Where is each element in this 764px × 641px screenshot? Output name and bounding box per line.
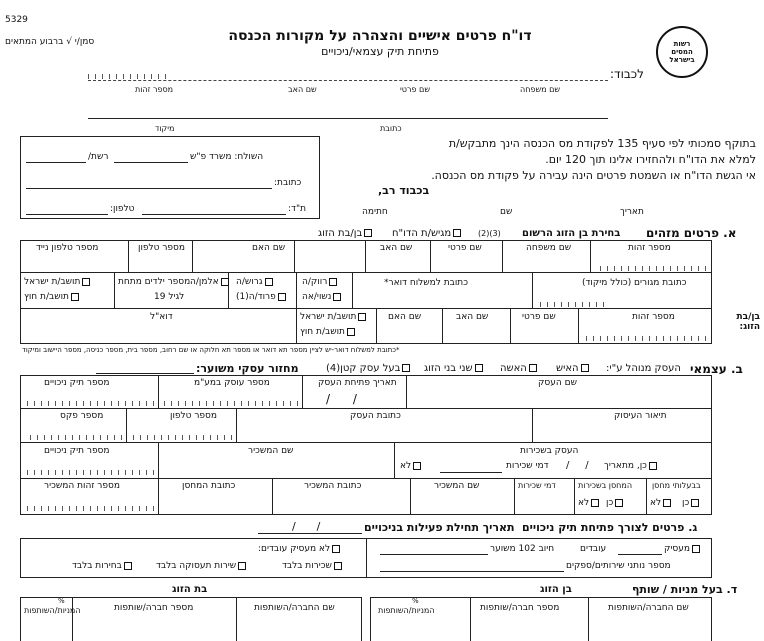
a-div [430, 240, 431, 272]
opt-divorced[interactable] [236, 277, 275, 287]
vat-ticks [162, 401, 298, 406]
opt-elections-only[interactable] [72, 561, 134, 571]
israel-res-checkbox[interactable] [82, 278, 90, 286]
rent-no-label: לא [400, 461, 412, 471]
a-div [442, 308, 443, 344]
d-shares-m: המניות/השותפות [378, 606, 435, 615]
logo-text: רשות המסים בישראל [669, 40, 695, 64]
rent-yes-label: כן, מתאריך [604, 461, 647, 471]
wh-rent-yes-checkbox[interactable] [615, 499, 623, 507]
d-company-name-f: שם החברה/השותפות [254, 603, 335, 613]
intro-line2: למלא את הדו"ח ולהחזירו אלינו תוך 120 יום. [545, 153, 756, 166]
husband-label: האיש [556, 363, 579, 374]
section-b-table [20, 375, 712, 515]
wh-rent-no-label: לא [578, 498, 590, 508]
sender-address-line [26, 188, 272, 189]
spouse-checkbox[interactable] [364, 229, 372, 237]
b-div [302, 375, 303, 408]
d-div [236, 597, 237, 641]
turnover-label: מחזור עסקי משוער: [196, 362, 299, 375]
g-employees: עובדים [580, 544, 607, 554]
rent-only-label: שכירות בלבד [282, 561, 332, 571]
b-div [410, 478, 411, 515]
filer-checkbox[interactable] [453, 229, 461, 237]
a-mother: שם האם [252, 243, 286, 253]
b-div [532, 408, 533, 442]
recipient-line [88, 80, 608, 81]
separated-checkbox[interactable] [278, 293, 286, 301]
b-withhold-file: מספר תיק ניכויים [44, 378, 110, 388]
form-number: 5329 [5, 15, 28, 25]
d-shares-f: המניות/השותפות [24, 606, 81, 615]
employer-label: מעסיק [664, 544, 690, 554]
separated-label: פרוד/ה(1) [236, 292, 276, 302]
israel-res-label: תושב/ת ישראל [24, 277, 81, 287]
branch-line [26, 162, 86, 163]
wh-rent-no-checkbox[interactable] [591, 499, 599, 507]
opt-israel-res[interactable] [24, 277, 92, 287]
divorced-checkbox[interactable] [265, 278, 273, 286]
a-family: שם משפחה [526, 243, 572, 253]
b-business-name: שם העסק [538, 378, 577, 388]
label-first: שם פרטי [400, 85, 431, 94]
a-div [510, 308, 511, 344]
label-father: שם האב [288, 85, 317, 94]
a-spouse-id-ticks [584, 336, 706, 341]
b-wh-landlord-addr: כתובת המשכיר [304, 481, 362, 491]
b-wh-rented: המחסן בשכירות [578, 481, 633, 490]
b-div [126, 408, 127, 442]
opt-wife[interactable] [500, 363, 539, 374]
g-payers: מספר נותני שירותים/ספקים [566, 561, 671, 571]
single-checkbox[interactable] [329, 278, 337, 286]
opt-small[interactable] [326, 363, 412, 374]
address-line [88, 118, 608, 119]
rent-date-slashes: / / [566, 460, 589, 471]
phone-line [26, 214, 108, 215]
landlord-file-ticks [26, 470, 154, 475]
rent-yes-checkbox[interactable] [649, 462, 657, 470]
to-label: לכבוד: [610, 67, 644, 81]
opt-rent-yes[interactable] [604, 461, 659, 471]
opt-wh-own-no[interactable] [650, 498, 673, 508]
tax-authority-logo [656, 26, 708, 78]
a-row-line1 [20, 272, 712, 273]
not-employer-checkbox[interactable] [332, 545, 340, 553]
both-label: שני בני הזוג [424, 363, 473, 374]
section-g-title: ג. פרטים לצורך פתיחת תיק ניכויים [522, 521, 698, 534]
small-business-checkbox[interactable] [402, 364, 410, 372]
b-div [158, 375, 159, 408]
a-footnote: *כתובת למשלוח דואר-יש לציין מספר תא דואר או מספר תא חלוקה או שם רחוב, מספר בית, מספר כניסה, מספר היישוב ומיקוד [22, 346, 400, 354]
a-div [192, 240, 193, 272]
elections-only-label: בחירות בלבד [72, 561, 122, 571]
b-vat-number: מספר עוסק במע"מ [194, 378, 270, 388]
b-description: תיאור העיסוק [614, 411, 667, 421]
opt-husband[interactable] [556, 363, 591, 374]
b-div [574, 478, 575, 515]
pobox-line [142, 214, 286, 215]
spouse-foreign-checkbox[interactable] [347, 328, 355, 336]
b-wh-landlord-id: מספר זהות המשכיר [44, 481, 120, 491]
a-spouse-label: בן/בת הזוג: [736, 312, 760, 332]
id-ticks [88, 74, 166, 79]
rent-line [440, 472, 502, 473]
wife-label: האשה [500, 363, 527, 374]
opt-widowed[interactable] [190, 277, 231, 287]
a-spouse-father: שם האב [456, 312, 489, 322]
d-company-number-m: מספר חברה/שותפות [480, 603, 560, 613]
intro-name: שם [500, 207, 513, 217]
sender-office: השולח: משרד פ"ש [190, 152, 264, 162]
wife-checkbox[interactable] [529, 364, 537, 372]
opt-filer[interactable] [392, 228, 463, 239]
married-label: נשוי/אה [302, 292, 332, 302]
fax-ticks [26, 435, 122, 440]
spouse-foreign-label: תושב/ת חוץ [300, 327, 345, 337]
spouse-israel-checkbox[interactable] [358, 313, 366, 321]
opt-both[interactable] [424, 363, 485, 374]
spouse-israel-label: תושב/ת ישראל [300, 312, 357, 322]
intro-line3: אי הגשת הדו"ח או השמטת פרטים הינה עבירה על פקודת מס הכנסה. [431, 169, 756, 182]
opt-single[interactable] [302, 277, 339, 287]
wh-landlord-id-ticks [26, 506, 154, 511]
choose-note: (3)(2) [478, 229, 501, 238]
b-rent: דמי שכירות [506, 461, 549, 471]
opt-wh-rent-no[interactable] [578, 498, 601, 508]
b-phone: מספר טלפון [170, 411, 217, 421]
a-spouse-first: שם פרטי [522, 312, 556, 322]
a-div [296, 272, 297, 308]
small-business-label: בעל עסק קטן(4) [326, 363, 401, 374]
sender-pobox: ת"ד: [288, 204, 306, 214]
label-id: מספר זהות [135, 85, 174, 94]
b-div [646, 478, 647, 515]
d-percent-f: % [58, 597, 65, 605]
opt-spouse-foreign[interactable] [300, 327, 357, 337]
label-family: שם משפחה [520, 85, 561, 94]
b-row-line [20, 478, 712, 479]
a-zip-ticks [538, 302, 604, 307]
b-div [514, 478, 515, 515]
g-obligation: חיוב 102 משוער [490, 544, 555, 554]
a-div [128, 240, 129, 272]
b-landlord-file: מספר תיק ניכויים [44, 446, 110, 456]
widowed-checkbox[interactable] [221, 278, 229, 286]
employer-line [618, 554, 662, 555]
intro-date: תאריך [620, 207, 644, 217]
label-zip: מיקוד [155, 124, 175, 133]
foreign-res-label: תושב/ת חוץ [24, 292, 69, 302]
opt-foreign-res[interactable] [24, 292, 81, 302]
a-age19: לגיל 19 [154, 292, 185, 302]
b-wh-address: כתובת המחסן [182, 481, 236, 491]
office-line [114, 162, 188, 163]
sender-branch: רשת/ [88, 152, 109, 162]
a-div [294, 240, 295, 272]
a-div [578, 308, 579, 344]
a-row-line2 [20, 308, 712, 309]
a-div [376, 308, 377, 344]
a-spouse-mother: שם האם [388, 312, 422, 322]
a-phone: מספר טלפון [138, 243, 185, 253]
opt-spouse-label: בן/בת הזוג [318, 228, 363, 239]
managed-by: העסק מנוהל ע"י: [606, 363, 681, 374]
obligation-line [380, 554, 488, 555]
married-checkbox[interactable] [333, 293, 341, 301]
b-fax: מספר פקס [60, 411, 104, 421]
a-mobile: מספר טלפון נייד [36, 243, 99, 253]
both-checkbox[interactable] [475, 364, 483, 372]
a-id-ticks [594, 266, 706, 271]
d-spouse-m: בן הזוג [540, 584, 572, 595]
elections-only-checkbox[interactable] [124, 562, 132, 570]
foreign-res-checkbox[interactable] [71, 293, 79, 301]
opt-rent-no[interactable] [400, 461, 423, 471]
mark-instruction: סמן/י √ ברבוע המתאים [5, 37, 95, 47]
section-a-title: א. פרטים מזהים [646, 226, 737, 240]
a-spouse-id: מספר זהות [632, 312, 675, 322]
employer-checkbox[interactable] [692, 545, 700, 553]
a-id: מספר זהות [628, 243, 671, 253]
start-date-line [258, 533, 362, 534]
opt-filer-label: מגיש/ת הדו"ח [392, 228, 452, 239]
opt-spouse-israel[interactable] [300, 312, 368, 322]
sender-phone: טלפון: [110, 204, 135, 214]
label-address: כתובת [380, 124, 402, 133]
start-date-slashes: / / [292, 520, 321, 533]
b-business-address: כתובת העסק [350, 411, 401, 421]
wh-own-no-checkbox[interactable] [663, 499, 671, 507]
intro-line1: בתוקף סמכותי לפי סעיף 135 לפקודת מס הכנסה הינך מתבקש/ת [448, 137, 756, 150]
b-wh-rent: דמי שכירות [518, 481, 556, 490]
b-div [394, 442, 395, 478]
a-mail-address: כתובת למשלוח דואר* [384, 278, 468, 288]
rent-no-checkbox[interactable] [413, 462, 421, 470]
b-landlord: שם המשכיר [248, 446, 294, 456]
not-employer-label: לא מעסיק עובדים: [258, 544, 331, 554]
b-row-line [20, 442, 712, 443]
b-row-line [20, 408, 712, 409]
a-div [114, 272, 115, 308]
opt-married[interactable] [302, 292, 343, 302]
phone-ticks [130, 435, 232, 440]
wh-own-no-label: לא [650, 498, 662, 508]
employment-only-label: שירות תעסוקה בלבד [156, 561, 237, 571]
b-div [158, 478, 159, 515]
wh-rent-yes-label: כן [606, 498, 614, 508]
b-open-date: תאריך פתיחת העסק [318, 378, 397, 388]
b-div [272, 478, 273, 515]
opt-wh-own-yes[interactable] [682, 498, 701, 508]
d-company-name-m: שם החברה/השותפות [608, 603, 689, 613]
husband-checkbox[interactable] [581, 364, 589, 372]
divorced-label: גרוש/ה [236, 277, 263, 287]
withhold-ticks [26, 401, 154, 406]
a-email: דוא"ל [150, 312, 173, 322]
form-subtitle: פתיחת תיק עצמאי/ניכויים [321, 45, 439, 58]
opt-employment-only[interactable] [156, 561, 248, 571]
widowed-label: אלמן/ה [190, 277, 219, 287]
section-d-title: ד. בעל מניות / שותף [632, 583, 738, 596]
form-title: דו"ח פרטים אישיים והצהרה על מקורות הכנסה [228, 28, 532, 44]
opt-employer[interactable] [664, 544, 702, 554]
intro-regards: בכבוד רב, [378, 184, 430, 197]
b-div [236, 408, 237, 442]
wh-own-yes-label: כן [682, 498, 690, 508]
a-div [365, 240, 366, 272]
sender-address: כתובת: [274, 178, 302, 188]
payers-line [380, 571, 564, 572]
a-div [590, 240, 591, 272]
employment-only-checkbox[interactable] [238, 562, 246, 570]
intro-signature: חתימה [362, 207, 388, 217]
d-div [588, 597, 589, 641]
opt-wh-rent-yes[interactable] [606, 498, 625, 508]
single-label: רווק/ה [302, 277, 328, 287]
b-div [158, 442, 159, 478]
a-div [296, 308, 297, 344]
a-div [532, 272, 533, 308]
a-div [502, 240, 503, 272]
rent-only-checkbox[interactable] [334, 562, 342, 570]
d-percent-m: % [412, 597, 419, 605]
opt-not-employer[interactable] [258, 544, 342, 554]
d-spouse-f: בת הזוג [172, 584, 208, 595]
d-div [470, 597, 471, 641]
section-a-table [20, 240, 712, 344]
turnover-line [96, 373, 194, 374]
g-start-date: תאריך תחילת פעילות בניכויים [364, 521, 515, 534]
d-company-number-f: מספר חברה/שותפות [114, 603, 194, 613]
b-div [406, 375, 407, 408]
a-home-address: כתובת מגורים (כולל מיקוד) [582, 278, 687, 288]
choose-spouse-label: בחירת בן הזוג הרשום [522, 228, 621, 239]
open-date-slashes: / / [326, 392, 357, 406]
b-rented: העסק בשכירות [520, 446, 579, 456]
opt-rent-only[interactable] [282, 561, 344, 571]
d-div [72, 597, 73, 641]
g-div [366, 538, 367, 578]
section-b-title: ב. עצמאי [690, 362, 743, 376]
wh-own-yes-checkbox[interactable] [691, 499, 699, 507]
b-wh-owner: בבעלותי מחסן [652, 481, 701, 490]
a-father: שם האב [380, 243, 413, 253]
a-first: שם פרטי [448, 243, 482, 253]
a-div [352, 272, 353, 308]
opt-spouse[interactable] [318, 228, 374, 239]
opt-separated[interactable] [236, 292, 288, 302]
a-children: מספר ילדים מתחת [118, 277, 191, 287]
b-wh-landlord: שם המשכיר [434, 481, 480, 491]
